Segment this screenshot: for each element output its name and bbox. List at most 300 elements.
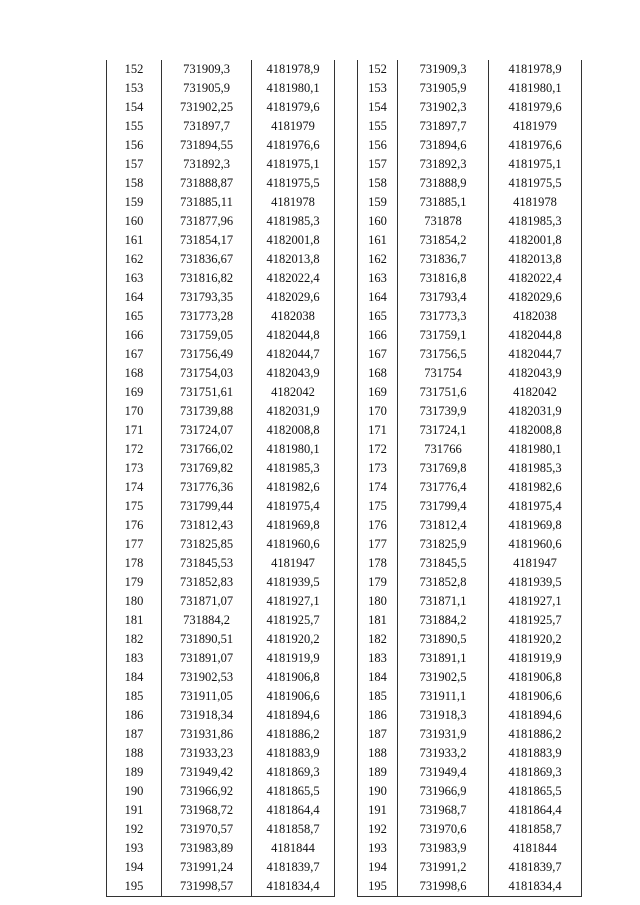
point-number-cell: 191 xyxy=(358,801,398,820)
x-coordinate-cell: 731894,6 xyxy=(398,136,489,155)
x-coordinate-cell: 731909,3 xyxy=(162,60,252,79)
point-number-cell: 175 xyxy=(358,497,398,516)
x-coordinate-cell: 731911,1 xyxy=(398,687,489,706)
point-number-cell: 190 xyxy=(358,782,398,801)
x-coordinate-cell: 731724,1 xyxy=(398,421,489,440)
point-number-cell: 173 xyxy=(358,459,398,478)
left-coordinate-table xyxy=(106,60,335,897)
y-coordinate-cell: 4181883,9 xyxy=(252,744,335,763)
y-coordinate-cell: 4182013,8 xyxy=(489,250,582,269)
y-coordinate-cell: 4182043,9 xyxy=(252,364,335,383)
x-coordinate-cell: 731799,4 xyxy=(398,497,489,516)
x-coordinate-cell: 731888,87 xyxy=(162,174,252,193)
table-row xyxy=(107,326,335,345)
point-number-cell: 193 xyxy=(358,839,398,858)
x-coordinate-cell: 731812,43 xyxy=(162,516,252,535)
x-coordinate-cell: 731949,42 xyxy=(162,763,252,782)
left-table-body xyxy=(107,60,335,897)
point-number-cell: 158 xyxy=(358,174,398,193)
y-coordinate-cell: 4181906,8 xyxy=(489,668,582,687)
table-row xyxy=(358,592,582,611)
x-coordinate-cell: 731918,3 xyxy=(398,706,489,725)
y-coordinate-cell: 4182013,8 xyxy=(252,250,335,269)
y-coordinate-cell: 4182008,8 xyxy=(489,421,582,440)
point-number-cell: 194 xyxy=(107,858,162,877)
table-row xyxy=(107,231,335,250)
table-row xyxy=(107,801,335,820)
point-number-cell: 183 xyxy=(358,649,398,668)
x-coordinate-cell: 731878 xyxy=(398,212,489,231)
table-row xyxy=(107,877,335,897)
point-number-cell: 177 xyxy=(107,535,162,554)
x-coordinate-cell: 731897,7 xyxy=(162,117,252,136)
x-coordinate-cell: 731776,4 xyxy=(398,478,489,497)
x-coordinate-cell: 731739,88 xyxy=(162,402,252,421)
point-number-cell: 172 xyxy=(107,440,162,459)
table-row xyxy=(107,288,335,307)
y-coordinate-cell: 4181982,6 xyxy=(252,478,335,497)
point-number-cell: 179 xyxy=(358,573,398,592)
point-number-cell: 189 xyxy=(358,763,398,782)
y-coordinate-cell: 4182043,9 xyxy=(489,364,582,383)
x-coordinate-cell: 731871,07 xyxy=(162,592,252,611)
x-coordinate-cell: 731970,57 xyxy=(162,820,252,839)
point-number-cell: 156 xyxy=(358,136,398,155)
table-row xyxy=(107,706,335,725)
x-coordinate-cell: 731751,61 xyxy=(162,383,252,402)
y-coordinate-cell: 4181979,6 xyxy=(489,98,582,117)
y-coordinate-cell: 4181960,6 xyxy=(489,535,582,554)
point-number-cell: 161 xyxy=(358,231,398,250)
x-coordinate-cell: 731759,1 xyxy=(398,326,489,345)
point-number-cell: 165 xyxy=(358,307,398,326)
table-row xyxy=(107,383,335,402)
point-number-cell: 152 xyxy=(107,60,162,79)
y-coordinate-cell: 4181920,2 xyxy=(252,630,335,649)
table-row xyxy=(358,725,582,744)
point-number-cell: 187 xyxy=(358,725,398,744)
x-coordinate-cell: 731933,23 xyxy=(162,744,252,763)
y-coordinate-cell: 4181980,1 xyxy=(489,79,582,98)
y-coordinate-cell: 4182044,8 xyxy=(489,326,582,345)
point-number-cell: 163 xyxy=(107,269,162,288)
x-coordinate-cell: 731766 xyxy=(398,440,489,459)
x-coordinate-cell: 731852,83 xyxy=(162,573,252,592)
x-coordinate-cell: 731776,36 xyxy=(162,478,252,497)
point-number-cell: 155 xyxy=(358,117,398,136)
table-row xyxy=(358,478,582,497)
y-coordinate-cell: 4182044,7 xyxy=(489,345,582,364)
y-coordinate-cell: 4182044,7 xyxy=(252,345,335,364)
table-row xyxy=(107,136,335,155)
y-coordinate-cell: 4181975,4 xyxy=(489,497,582,516)
y-coordinate-cell: 4181979 xyxy=(252,117,335,136)
table-row xyxy=(107,573,335,592)
y-coordinate-cell: 4181985,3 xyxy=(489,459,582,478)
y-coordinate-cell: 4181883,9 xyxy=(489,744,582,763)
table-row xyxy=(107,117,335,136)
x-coordinate-cell: 731888,9 xyxy=(398,174,489,193)
table-row xyxy=(358,307,582,326)
y-coordinate-cell: 4181975,5 xyxy=(252,174,335,193)
table-row xyxy=(107,250,335,269)
table-row xyxy=(107,269,335,288)
table-row xyxy=(358,231,582,250)
table-row xyxy=(107,839,335,858)
point-number-cell: 187 xyxy=(107,725,162,744)
x-coordinate-cell: 731773,28 xyxy=(162,307,252,326)
y-coordinate-cell: 4181979,6 xyxy=(252,98,335,117)
y-coordinate-cell: 4181894,6 xyxy=(252,706,335,725)
y-coordinate-cell: 4181979 xyxy=(489,117,582,136)
table-row xyxy=(107,744,335,763)
x-coordinate-cell: 731884,2 xyxy=(398,611,489,630)
table-row xyxy=(358,497,582,516)
x-coordinate-cell: 731773,3 xyxy=(398,307,489,326)
table-row xyxy=(358,763,582,782)
y-coordinate-cell: 4181906,6 xyxy=(489,687,582,706)
y-coordinate-cell: 4181978,9 xyxy=(252,60,335,79)
x-coordinate-cell: 731799,44 xyxy=(162,497,252,516)
table-row xyxy=(107,820,335,839)
table-row xyxy=(358,839,582,858)
y-coordinate-cell: 4182044,8 xyxy=(252,326,335,345)
table-row xyxy=(107,364,335,383)
x-coordinate-cell: 731911,05 xyxy=(162,687,252,706)
table-row xyxy=(107,535,335,554)
y-coordinate-cell: 4181939,5 xyxy=(252,573,335,592)
point-number-cell: 169 xyxy=(107,383,162,402)
table-row xyxy=(358,60,582,79)
table-row xyxy=(107,611,335,630)
y-coordinate-cell: 4181834,4 xyxy=(489,877,582,897)
table-row xyxy=(107,554,335,573)
point-number-cell: 190 xyxy=(107,782,162,801)
y-coordinate-cell: 4181886,2 xyxy=(489,725,582,744)
x-coordinate-cell: 731756,49 xyxy=(162,345,252,364)
point-number-cell: 181 xyxy=(107,611,162,630)
table-row xyxy=(358,820,582,839)
x-coordinate-cell: 731902,25 xyxy=(162,98,252,117)
point-number-cell: 186 xyxy=(358,706,398,725)
point-number-cell: 195 xyxy=(107,877,162,897)
x-coordinate-cell: 731852,8 xyxy=(398,573,489,592)
point-number-cell: 180 xyxy=(358,592,398,611)
point-number-cell: 165 xyxy=(107,307,162,326)
point-number-cell: 183 xyxy=(107,649,162,668)
table-row xyxy=(107,459,335,478)
table-row xyxy=(107,193,335,212)
x-coordinate-cell: 731816,8 xyxy=(398,269,489,288)
x-coordinate-cell: 731825,9 xyxy=(398,535,489,554)
x-coordinate-cell: 731854,2 xyxy=(398,231,489,250)
x-coordinate-cell: 731836,67 xyxy=(162,250,252,269)
x-coordinate-cell: 731966,92 xyxy=(162,782,252,801)
x-coordinate-cell: 731902,53 xyxy=(162,668,252,687)
x-coordinate-cell: 731983,89 xyxy=(162,839,252,858)
point-number-cell: 157 xyxy=(107,155,162,174)
x-coordinate-cell: 731793,35 xyxy=(162,288,252,307)
y-coordinate-cell: 4181894,6 xyxy=(489,706,582,725)
x-coordinate-cell: 731871,1 xyxy=(398,592,489,611)
table-row xyxy=(107,782,335,801)
y-coordinate-cell: 4181858,7 xyxy=(489,820,582,839)
table-row xyxy=(358,877,582,897)
point-number-cell: 157 xyxy=(358,155,398,174)
point-number-cell: 162 xyxy=(358,250,398,269)
x-coordinate-cell: 731905,9 xyxy=(162,79,252,98)
table-row xyxy=(107,421,335,440)
point-number-cell: 167 xyxy=(358,345,398,364)
y-coordinate-cell: 4181976,6 xyxy=(489,136,582,155)
x-coordinate-cell: 731816,82 xyxy=(162,269,252,288)
table-row xyxy=(107,858,335,877)
point-number-cell: 163 xyxy=(358,269,398,288)
y-coordinate-cell: 4182029,6 xyxy=(252,288,335,307)
table-row xyxy=(358,364,582,383)
point-number-cell: 168 xyxy=(358,364,398,383)
point-number-cell: 188 xyxy=(107,744,162,763)
table-row xyxy=(107,345,335,364)
x-coordinate-cell: 731812,4 xyxy=(398,516,489,535)
point-number-cell: 188 xyxy=(358,744,398,763)
y-coordinate-cell: 4181919,9 xyxy=(489,649,582,668)
x-coordinate-cell: 731769,8 xyxy=(398,459,489,478)
x-coordinate-cell: 731968,72 xyxy=(162,801,252,820)
y-coordinate-cell: 4181980,1 xyxy=(252,79,335,98)
table-row xyxy=(358,136,582,155)
y-coordinate-cell: 4181834,4 xyxy=(252,877,335,897)
x-coordinate-cell: 731998,57 xyxy=(162,877,252,897)
x-coordinate-cell: 731825,85 xyxy=(162,535,252,554)
table-row xyxy=(358,345,582,364)
y-coordinate-cell: 4181927,1 xyxy=(489,592,582,611)
table-row xyxy=(358,801,582,820)
point-number-cell: 189 xyxy=(107,763,162,782)
x-coordinate-cell: 731756,5 xyxy=(398,345,489,364)
x-coordinate-cell: 731885,1 xyxy=(398,193,489,212)
x-coordinate-cell: 731909,3 xyxy=(398,60,489,79)
point-number-cell: 192 xyxy=(107,820,162,839)
y-coordinate-cell: 4182008,8 xyxy=(252,421,335,440)
point-number-cell: 191 xyxy=(107,801,162,820)
y-coordinate-cell: 4181919,9 xyxy=(252,649,335,668)
right-coordinate-table xyxy=(357,60,582,897)
table-row xyxy=(107,307,335,326)
point-number-cell: 158 xyxy=(107,174,162,193)
table-row xyxy=(358,535,582,554)
point-number-cell: 166 xyxy=(107,326,162,345)
table-row xyxy=(358,117,582,136)
x-coordinate-cell: 731949,4 xyxy=(398,763,489,782)
point-number-cell: 173 xyxy=(107,459,162,478)
table-row xyxy=(358,573,582,592)
point-number-cell: 166 xyxy=(358,326,398,345)
y-coordinate-cell: 4181980,1 xyxy=(489,440,582,459)
table-row xyxy=(358,269,582,288)
table-row xyxy=(358,250,582,269)
x-coordinate-cell: 731854,17 xyxy=(162,231,252,250)
table-row xyxy=(358,630,582,649)
point-number-cell: 193 xyxy=(107,839,162,858)
x-coordinate-cell: 731891,1 xyxy=(398,649,489,668)
point-number-cell: 161 xyxy=(107,231,162,250)
point-number-cell: 152 xyxy=(358,60,398,79)
table-row xyxy=(107,516,335,535)
table-row xyxy=(107,763,335,782)
table-row xyxy=(107,98,335,117)
y-coordinate-cell: 4181925,7 xyxy=(252,611,335,630)
y-coordinate-cell: 4181975,1 xyxy=(489,155,582,174)
y-coordinate-cell: 4181978 xyxy=(489,193,582,212)
point-number-cell: 171 xyxy=(107,421,162,440)
point-number-cell: 174 xyxy=(107,478,162,497)
table-row xyxy=(358,858,582,877)
y-coordinate-cell: 4181865,5 xyxy=(489,782,582,801)
point-number-cell: 172 xyxy=(358,440,398,459)
point-number-cell: 153 xyxy=(107,79,162,98)
point-number-cell: 169 xyxy=(358,383,398,402)
y-coordinate-cell: 4181844 xyxy=(489,839,582,858)
table-row xyxy=(358,554,582,573)
table-row xyxy=(358,782,582,801)
x-coordinate-cell: 731933,2 xyxy=(398,744,489,763)
point-number-cell: 194 xyxy=(358,858,398,877)
point-number-cell: 167 xyxy=(107,345,162,364)
table-row xyxy=(358,668,582,687)
y-coordinate-cell: 4182038 xyxy=(489,307,582,326)
point-number-cell: 170 xyxy=(107,402,162,421)
table-row xyxy=(358,288,582,307)
y-coordinate-cell: 4181960,6 xyxy=(252,535,335,554)
point-number-cell: 159 xyxy=(358,193,398,212)
point-number-cell: 184 xyxy=(107,668,162,687)
y-coordinate-cell: 4181975,5 xyxy=(489,174,582,193)
point-number-cell: 186 xyxy=(107,706,162,725)
x-coordinate-cell: 731754 xyxy=(398,364,489,383)
point-number-cell: 185 xyxy=(358,687,398,706)
table-row xyxy=(107,79,335,98)
y-coordinate-cell: 4181920,2 xyxy=(489,630,582,649)
table-row xyxy=(358,79,582,98)
y-coordinate-cell: 4181864,4 xyxy=(489,801,582,820)
y-coordinate-cell: 4182022,4 xyxy=(489,269,582,288)
point-number-cell: 164 xyxy=(358,288,398,307)
point-number-cell: 182 xyxy=(358,630,398,649)
x-coordinate-cell: 731724,07 xyxy=(162,421,252,440)
table-row xyxy=(107,497,335,516)
y-coordinate-cell: 4181985,3 xyxy=(252,459,335,478)
point-number-cell: 178 xyxy=(358,554,398,573)
point-number-cell: 176 xyxy=(358,516,398,535)
table-row xyxy=(358,687,582,706)
point-number-cell: 154 xyxy=(358,98,398,117)
x-coordinate-cell: 731845,53 xyxy=(162,554,252,573)
y-coordinate-cell: 4182042 xyxy=(252,383,335,402)
point-number-cell: 192 xyxy=(358,820,398,839)
table-row xyxy=(107,212,335,231)
x-coordinate-cell: 731905,9 xyxy=(398,79,489,98)
point-number-cell: 162 xyxy=(107,250,162,269)
table-row xyxy=(358,459,582,478)
y-coordinate-cell: 4182001,8 xyxy=(489,231,582,250)
point-number-cell: 178 xyxy=(107,554,162,573)
table-row xyxy=(358,193,582,212)
y-coordinate-cell: 4182022,4 xyxy=(252,269,335,288)
point-number-cell: 180 xyxy=(107,592,162,611)
y-coordinate-cell: 4181985,3 xyxy=(252,212,335,231)
point-number-cell: 184 xyxy=(358,668,398,687)
x-coordinate-cell: 731845,5 xyxy=(398,554,489,573)
x-coordinate-cell: 731991,24 xyxy=(162,858,252,877)
x-coordinate-cell: 731793,4 xyxy=(398,288,489,307)
table-row xyxy=(358,155,582,174)
table-row xyxy=(107,725,335,744)
x-coordinate-cell: 731751,6 xyxy=(398,383,489,402)
y-coordinate-cell: 4181985,3 xyxy=(489,212,582,231)
table-row xyxy=(358,383,582,402)
table-row xyxy=(358,98,582,117)
table-row xyxy=(358,421,582,440)
table-row xyxy=(107,440,335,459)
point-number-cell: 182 xyxy=(107,630,162,649)
y-coordinate-cell: 4181839,7 xyxy=(489,858,582,877)
y-coordinate-cell: 4181869,3 xyxy=(489,763,582,782)
x-coordinate-cell: 731890,5 xyxy=(398,630,489,649)
x-coordinate-cell: 731754,03 xyxy=(162,364,252,383)
y-coordinate-cell: 4181864,4 xyxy=(252,801,335,820)
point-number-cell: 160 xyxy=(107,212,162,231)
y-coordinate-cell: 4181978 xyxy=(252,193,335,212)
y-coordinate-cell: 4181975,1 xyxy=(252,155,335,174)
x-coordinate-cell: 731931,86 xyxy=(162,725,252,744)
x-coordinate-cell: 731966,9 xyxy=(398,782,489,801)
point-number-cell: 195 xyxy=(358,877,398,897)
table-row xyxy=(358,516,582,535)
y-coordinate-cell: 4181947 xyxy=(489,554,582,573)
x-coordinate-cell: 731902,5 xyxy=(398,668,489,687)
y-coordinate-cell: 4181969,8 xyxy=(489,516,582,535)
table-row xyxy=(358,611,582,630)
x-coordinate-cell: 731769,82 xyxy=(162,459,252,478)
table-row xyxy=(107,668,335,687)
y-coordinate-cell: 4182038 xyxy=(252,307,335,326)
x-coordinate-cell: 731983,9 xyxy=(398,839,489,858)
point-number-cell: 153 xyxy=(358,79,398,98)
point-number-cell: 175 xyxy=(107,497,162,516)
x-coordinate-cell: 731892,3 xyxy=(162,155,252,174)
x-coordinate-cell: 731968,7 xyxy=(398,801,489,820)
point-number-cell: 155 xyxy=(107,117,162,136)
point-number-cell: 160 xyxy=(358,212,398,231)
point-number-cell: 181 xyxy=(358,611,398,630)
y-coordinate-cell: 4181939,5 xyxy=(489,573,582,592)
y-coordinate-cell: 4181925,7 xyxy=(489,611,582,630)
y-coordinate-cell: 4181869,3 xyxy=(252,763,335,782)
x-coordinate-cell: 731766,02 xyxy=(162,440,252,459)
x-coordinate-cell: 731897,7 xyxy=(398,117,489,136)
x-coordinate-cell: 731890,51 xyxy=(162,630,252,649)
right-table-body xyxy=(358,60,582,897)
y-coordinate-cell: 4181978,9 xyxy=(489,60,582,79)
y-coordinate-cell: 4182001,8 xyxy=(252,231,335,250)
table-row xyxy=(107,592,335,611)
y-coordinate-cell: 4182029,6 xyxy=(489,288,582,307)
table-row xyxy=(107,60,335,79)
x-coordinate-cell: 731877,96 xyxy=(162,212,252,231)
point-number-cell: 164 xyxy=(107,288,162,307)
table-row xyxy=(107,478,335,497)
